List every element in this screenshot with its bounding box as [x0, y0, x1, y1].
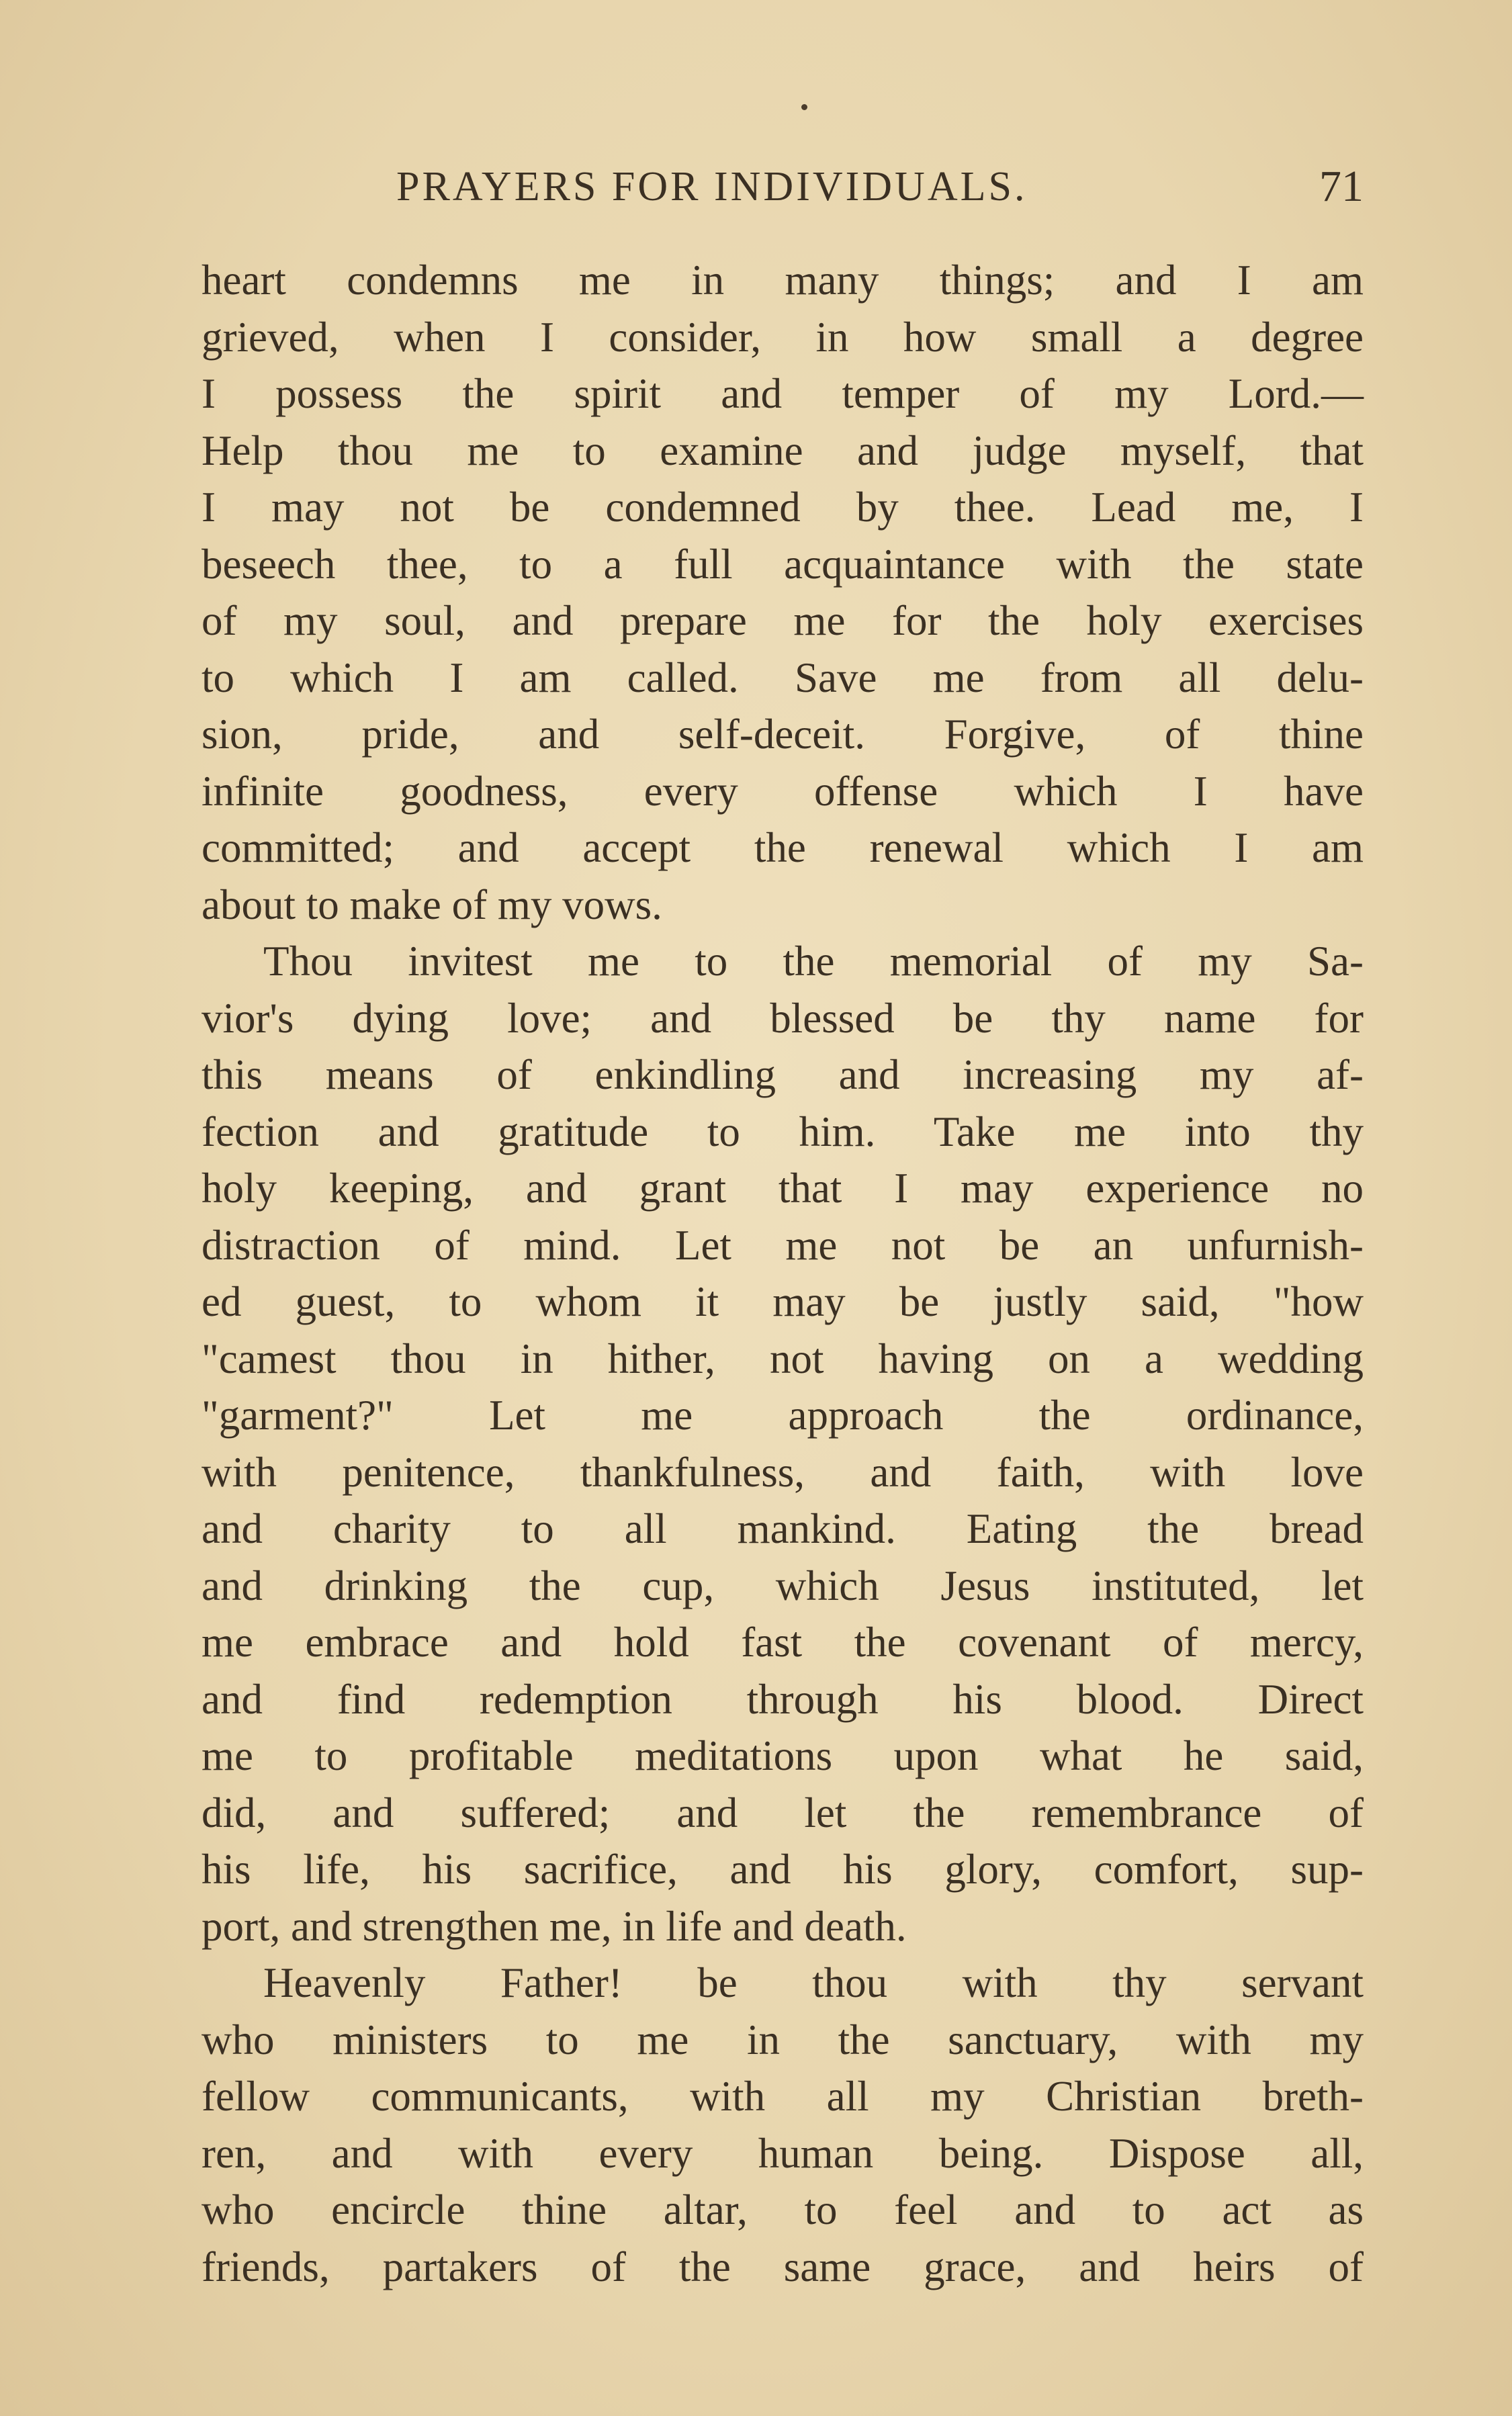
text-line: vior's dying love; and blessed be thy name for	[202, 994, 1364, 1042]
text-line: fection and gratitude to him. Take me into thy	[202, 1108, 1364, 1155]
text-line: me embrace and hold fast the covenant of mercy,	[202, 1619, 1364, 1666]
paragraph-end-line: port, and strengthen me, in life and death.	[202, 1902, 907, 1950]
text-line: and find redemption through his blood. Direct	[202, 1675, 1364, 1723]
text-line: to which I am called. Save me from all delu-	[202, 654, 1364, 701]
text-line: ed guest, to whom it may be justly said, "how	[202, 1278, 1364, 1325]
paragraph-start-line: Heavenly Father! be thou with thy servant	[263, 1959, 1364, 2006]
text-line: me to profitable meditations upon what he said,	[202, 1732, 1364, 1779]
page-number: 71	[1319, 162, 1364, 211]
text-line: Help thou me to examine and judge myself, that	[202, 427, 1364, 474]
text-line: fellow communicants, with all my Christian breth-	[202, 2073, 1364, 2120]
text-line: grieved, when I consider, in how small a degree	[202, 313, 1364, 361]
text-line: did, and suffered; and let the remembrance of	[202, 1789, 1364, 1836]
text-line: beseech thee, to a full acquaintance with the state	[202, 540, 1364, 588]
page-header	[202, 160, 1364, 214]
text-line: with penitence, thankfulness, and faith, with love	[202, 1448, 1364, 1496]
text-line: committed; and accept the renewal which I am	[202, 824, 1364, 871]
ink-speck	[801, 104, 807, 110]
text-line: who encircle thine altar, to feel and to act as	[202, 2186, 1364, 2233]
text-line: infinite goodness, every offense which I have	[202, 767, 1364, 815]
text-line: "camest thou in hither, not having on a wedding	[202, 1335, 1364, 1382]
paragraph-start-line: Thou invitest me to the memorial of my Sa-	[263, 938, 1364, 985]
text-line: holy keeping, and grant that I may experience no	[202, 1165, 1364, 1212]
text-line: and drinking the cup, which Jesus instituted, let	[202, 1562, 1364, 1609]
text-line: who ministers to me in the sanctuary, with my	[202, 2016, 1364, 2063]
text-line: I may not be condemned by thee. Lead me, I	[202, 484, 1364, 531]
paragraph-end-line: about to make of my vows.	[202, 881, 662, 928]
text-line: this means of enkindling and increasing my af-	[202, 1051, 1364, 1098]
text-line: heart condemns me in many things; and I am	[202, 257, 1364, 304]
text-line: and charity to all mankind. Eating the bread	[202, 1505, 1364, 1552]
text-line: I possess the spirit and temper of my Lord.—	[202, 370, 1364, 417]
text-line: "garment?" Let me approach the ordinance,	[202, 1392, 1364, 1439]
text-line: of my soul, and prepare me for the holy exercises	[202, 597, 1364, 644]
text-line: distraction of mind. Let me not be an unfurnish-	[202, 1221, 1364, 1269]
running-title: PRAYERS FOR INDIVIDUALS.	[396, 164, 1028, 210]
text-line: sion, pride, and self-deceit. Forgive, of thine	[202, 711, 1364, 758]
text-line: friends, partakers of the same grace, and heirs of	[202, 2243, 1364, 2290]
text-line: ren, and with every human being. Dispose all,	[202, 2129, 1364, 2177]
text-line: his life, his sacrifice, and his glory, comfort, sup-	[202, 1846, 1364, 1893]
body-text	[202, 252, 1364, 2295]
